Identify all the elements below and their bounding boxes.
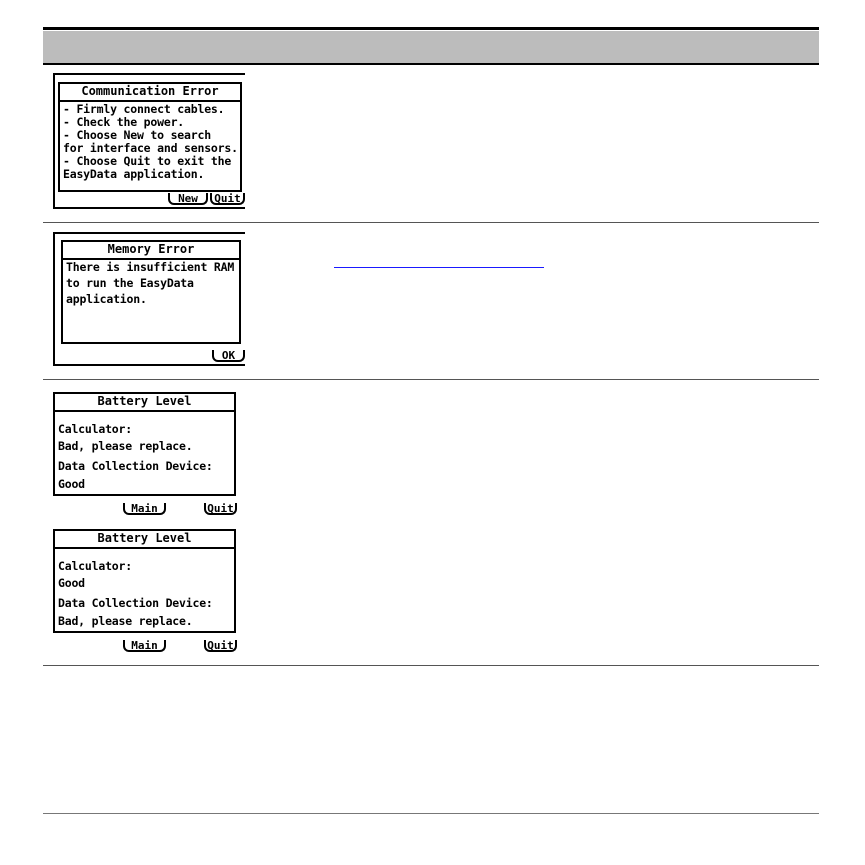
dialog-line: - Check the power. [63,115,185,129]
dialog-line: - Choose New to search [63,128,211,142]
device-battery-status: Good [58,477,85,491]
battery-level-dialog [53,392,236,496]
quit-softkey[interactable]: Quit [204,640,237,652]
table-header [43,31,819,64]
device-label: Data Collection Device: [58,596,213,610]
ok-softkey[interactable]: OK [212,350,245,362]
calculator-battery-status: Bad, please replace. [58,439,193,453]
device-label: Data Collection Device: [58,459,213,473]
dialog-line: for interface and sensors. [63,141,238,155]
main-softkey[interactable]: Main [123,640,166,652]
battery-level-screenshot-calculator-bad [53,392,243,516]
row-divider [43,379,819,380]
memory-error-dialog [61,240,241,344]
dialog-title: Memory Error [63,242,239,260]
row-divider [43,222,819,223]
communication-error-dialog [58,82,242,192]
calculator-battery-status: Good [58,576,85,590]
table-header-rule [43,63,819,65]
table-bottom-rule [43,665,819,666]
dialog-title: Battery Level [55,394,234,412]
hyperlink-underline[interactable] [334,267,544,268]
dialog-line: - Choose Quit to exit the [63,154,232,168]
quit-softkey[interactable]: Quit [210,193,245,205]
battery-level-screenshot-device-bad [53,529,243,653]
communication-error-screenshot [53,73,245,209]
dialog-title: Battery Level [55,531,234,549]
calculator-label: Calculator: [58,559,132,573]
dialog-title: Communication Error [60,84,240,102]
dialog-line: to run the EasyData [66,276,194,290]
main-softkey[interactable]: Main [123,503,166,515]
table-top-rule [43,27,819,30]
dialog-line: EasyData application. [63,167,205,181]
new-softkey[interactable]: New [168,193,208,205]
dialog-line: - Firmly connect cables. [63,102,225,116]
battery-level-dialog [53,529,236,633]
calculator-label: Calculator: [58,422,132,436]
memory-error-screenshot [53,232,245,366]
quit-softkey[interactable]: Quit [204,503,237,515]
page-footer-rule [43,813,819,814]
device-battery-status: Bad, please replace. [58,614,193,628]
dialog-line: application. [66,292,147,306]
dialog-line: There is insufficient RAM [66,260,235,274]
